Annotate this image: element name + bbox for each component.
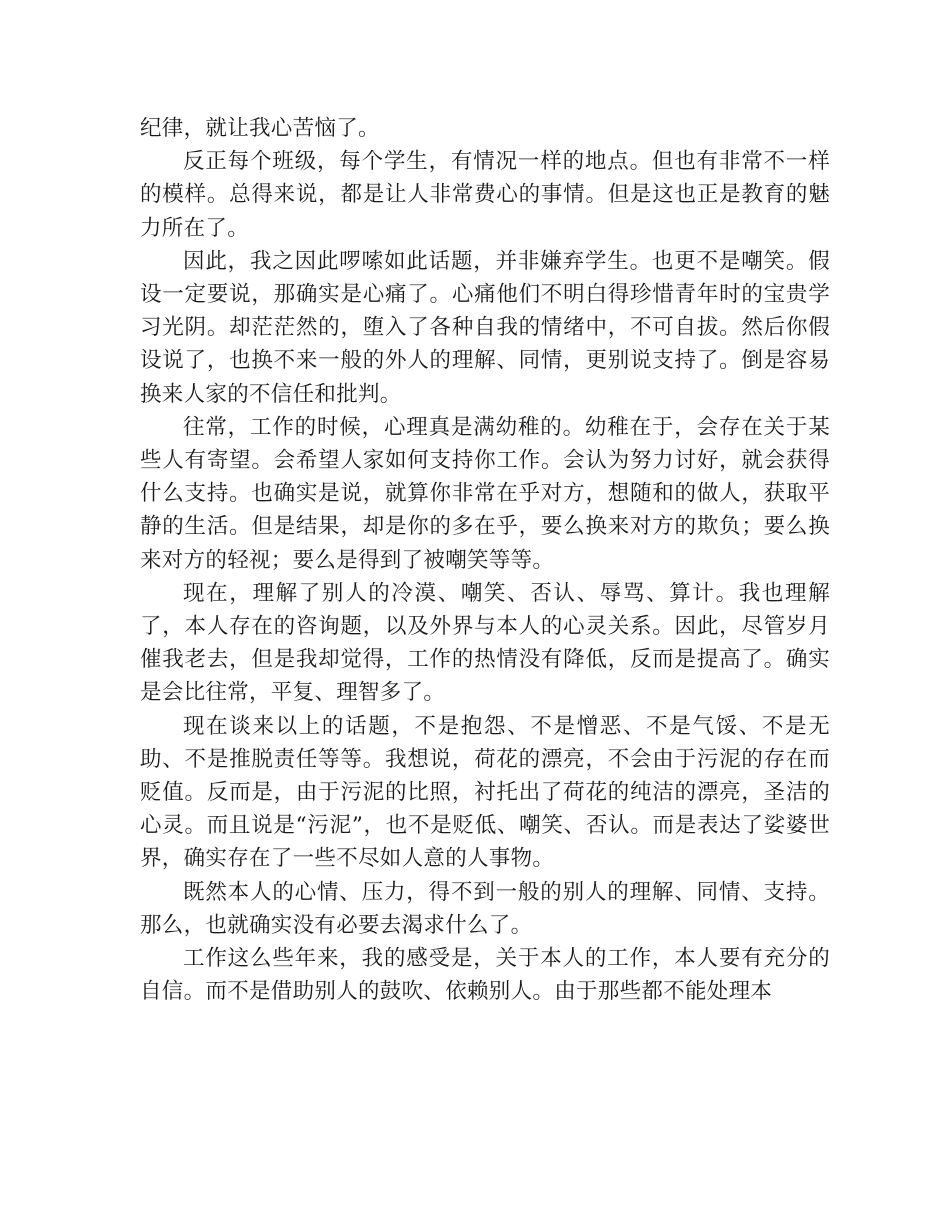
paragraph-8: 工作这么些年来，我的感受是，关于本人的工作，本人要有充分的自信。而不是借助别人的鼓吹、依赖别人。由于那些都不能处理本 bbox=[140, 946, 830, 1005]
paragraph-1: 纪律，就让我心苦恼了。 bbox=[140, 116, 380, 141]
paragraph-5: 现在，理解了别人的冷漠、嘲笑、否认、辱骂、算计。我也理解了，本人存在的咨询题，以及外界与本人的心灵关系。因此，尽管岁月催我老去，但是我却觉得，工作的热情没有降低，反而是提高了。确实是会比往常，平复、理智多了。 bbox=[140, 580, 830, 706]
paragraph-3: 因此，我之因此啰嗦如此话题，并非嫌弃学生。也更不是嘲笑。假设一定要说，那确实是心痛了。心痛他们不明白得珍惜青年时的宝贵学习光阴。却茫茫然的，堕入了各种自我的情绪中，不可自拔。然后你假设说了，也换不来一般的外人的理解、同情，更别说支持了。倒是容易换来人家的不信任和批判。 bbox=[140, 248, 830, 407]
paragraph-2: 反正每个班级，每个学生，有情况一样的地点。但也有非常不一样的模样。总得来说，都是让人非常费心的事情。但是这也正是教育的魅力所在了。 bbox=[140, 149, 830, 241]
paragraph-7: 既然本人的心情、压力，得不到一般的别人的理解、同情、支持。那么，也就确实没有必要去渴求什么了。 bbox=[140, 879, 830, 938]
paragraph-4: 往常，工作的时候，心理真是满幼稚的。幼稚在于，会存在关于某些人有寄望。会希望人家如何支持你工作。会认为努力讨好，就会获得什么支持。也确实是说，就算你非常在乎对方，想随和的做人，获取平静的生活。但是结果，却是你的多在乎，要么换来对方的欺负；要么换来对方的轻视；要么是得到了被嘲笑等等。 bbox=[140, 414, 830, 573]
paragraph-6: 现在谈来以上的话题，不是抱怨、不是憎恶、不是气馁、不是无助、不是推脱责任等等。我想说，荷花的漂亮，不会由于污泥的存在而贬值。反而是，由于污泥的比照，衬托出了荷花的纯洁的漂亮，圣洁的心灵。而且说是“污泥”，也不是贬低、嘲笑、否认。而是表达了娑婆世界，确实存在了一些不尽如人意的人事物。 bbox=[140, 713, 830, 872]
document-body bbox=[140, 112, 830, 1008]
